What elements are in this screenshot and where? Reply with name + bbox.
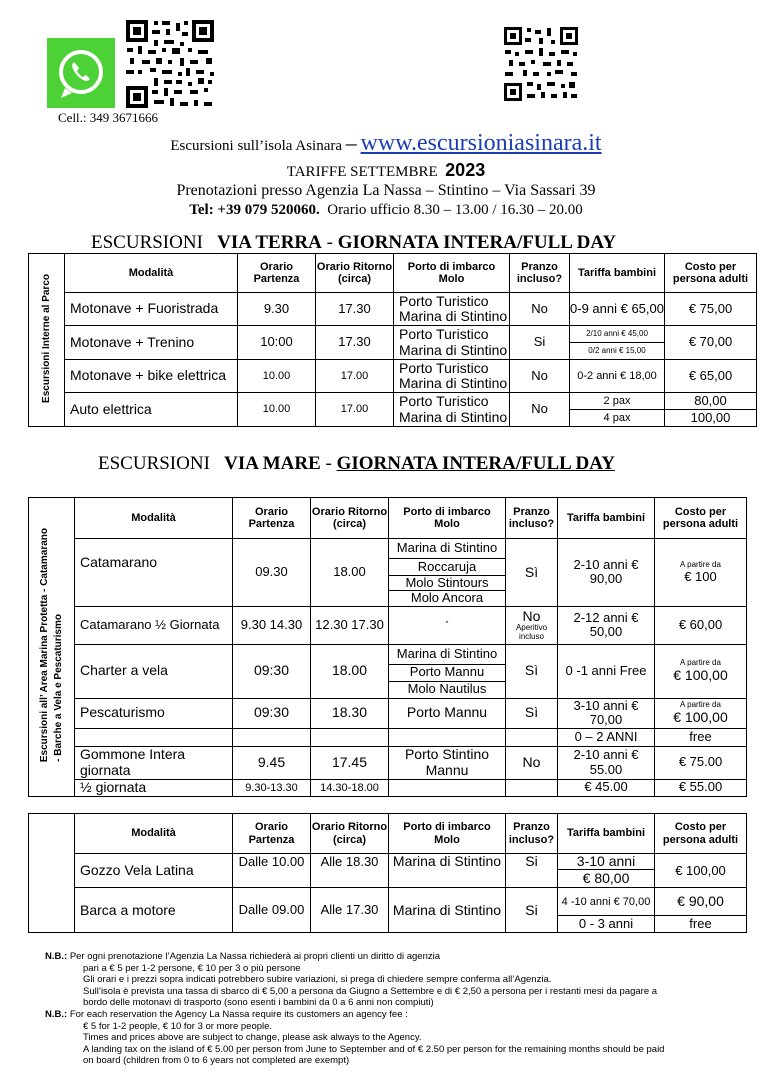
table-barche <box>28 813 747 933</box>
col-header: Porto di imbarco Molo <box>389 814 506 854</box>
note-row <box>45 1009 745 1021</box>
adult-cell: € 75.00 <box>655 746 747 779</box>
nb-label: N.B.: <box>45 1008 68 1020</box>
empty-cell <box>389 779 506 796</box>
lunch-cell: Si <box>506 854 558 870</box>
empty-cell <box>506 728 558 746</box>
adult-cell: € 65,00 <box>665 360 757 393</box>
dep-cell: 09.30 <box>233 539 311 607</box>
lunch-cell: No <box>510 393 570 427</box>
ret-cell: 17.45 <box>311 746 389 779</box>
kids-cell: 4 -10 anni € 70,00 <box>558 888 655 916</box>
table-row <box>29 393 757 410</box>
kids-cell: 3-10 anni <box>558 854 655 870</box>
col-header: Pranzo incluso? <box>506 498 558 539</box>
col-header: Orario Ritorno (circa) <box>311 814 389 854</box>
dep-cell: 9.30 14.30 <box>233 606 311 644</box>
ret-cell: Alle 17.30 <box>311 888 389 933</box>
ret-cell: 18.30 <box>311 698 389 728</box>
dep-cell: Dalle 10.00 <box>233 854 311 870</box>
col-header: Orario Ritorno (circa) <box>311 498 389 539</box>
empty-cell <box>311 728 389 746</box>
table-row <box>29 360 757 393</box>
adult-note: A partire da <box>680 700 721 709</box>
empty-cell <box>75 728 233 746</box>
note-text: Gli orari e i prezzi sopra indicati potrebbero subire variazioni, si prega di chiedere sempre conferma all’Agenzia. <box>83 974 552 986</box>
mode-cell: Barca a motore <box>75 888 233 933</box>
phone-chat-icon <box>47 38 115 108</box>
col-header: Orario Partenza <box>233 814 311 854</box>
kids-cell: 0 - 3 anni <box>558 916 655 933</box>
kids-cell: 0-9 anni € 65,00 <box>570 293 665 326</box>
port-cell: Porto Stintino Mannu <box>389 746 506 779</box>
lunch-cell: Sì <box>506 539 558 607</box>
port-cell: Molo Nautilus <box>389 681 506 698</box>
tariffe-line <box>0 160 772 181</box>
mode-cell: Motonave + Fuoristrada <box>65 293 238 326</box>
adult-note: A partire da <box>680 658 721 667</box>
table-via-terra <box>28 253 757 427</box>
mode-cell: Pescaturismo <box>75 698 233 728</box>
empty-cell <box>233 870 311 888</box>
lunch-cell: Si <box>506 888 558 933</box>
header-line <box>0 130 772 157</box>
kids-cell: 2 pax <box>570 393 665 410</box>
dep-cell: 10:00 <box>238 326 316 360</box>
tariffe-label: TARIFFE SETTEMBRE <box>286 164 438 180</box>
table-via-mare <box>28 497 747 797</box>
ret-cell: 18.00 <box>311 644 389 698</box>
note-text: € 5 for 1-2 people, € 10 for 3 or more people. <box>83 1020 273 1032</box>
table-row <box>29 746 747 779</box>
kids-cell: 3-10 anni € 70,00 <box>558 698 655 728</box>
section-title-b: GIORNATA INTERA/FULL DAY <box>336 453 615 474</box>
adult-cell: free <box>655 916 747 933</box>
ret-cell: 17.00 <box>316 360 394 393</box>
note-text: pari a € 5 per 1-2 persone, € 10 per 3 o più persone <box>83 962 301 974</box>
col-header: Costo per persona adulti <box>665 254 757 293</box>
col-header: Porto di imbarco Molo <box>389 498 506 539</box>
port-cell: Marina di Stintino <box>389 854 506 870</box>
office-hours: Orario ufficio 8.30 – 13.00 / 16.30 – 20.00 <box>327 202 583 218</box>
col-header: Pranzo incluso? <box>510 254 570 293</box>
adult-cell: free <box>655 728 747 746</box>
col-header: Porto di imbarco Molo <box>394 254 510 293</box>
cell-number: Cell.: 349 3671666 <box>58 110 159 125</box>
side-label <box>29 254 65 427</box>
adult-cell: 80,00 <box>665 393 757 410</box>
port-cell: Porto Turistico Marina di Stintino <box>394 360 510 393</box>
ret-cell: Alle 18.30 <box>311 854 389 870</box>
mode-cell: Gommone Intera giornata <box>75 746 233 779</box>
kids-cell: 4 pax <box>570 410 665 427</box>
table-row <box>29 728 747 746</box>
kids-cell: 2/10 anni € 45,00 <box>570 326 665 343</box>
tariffe-year: 2023 <box>445 160 486 180</box>
section-title-terra <box>91 232 616 254</box>
section-title-a: VIA TERRA <box>217 232 322 253</box>
kids-cell: 0 -1 anni Free <box>558 644 655 698</box>
note-row <box>45 951 745 963</box>
table-row <box>29 293 757 326</box>
side-label-text: Escursioni Interne al Parco <box>41 273 52 403</box>
table-row <box>29 888 747 916</box>
table-header-row <box>29 254 757 293</box>
note-text: Per ogni prenotazione l’Agenzia La Nassa richiederà ai propri clienti un diritto di agenzia <box>69 951 441 962</box>
kids-cell: 2-10 anni € 90,00 <box>558 539 655 607</box>
adult-price: € 100,00 <box>673 708 728 725</box>
adult-cell <box>655 644 747 698</box>
col-header: Modalità <box>75 814 233 854</box>
table-row <box>29 326 757 343</box>
lunch-note: Aperitivo incluso <box>515 622 548 641</box>
lunch-cell: No <box>510 360 570 393</box>
port-cell: Porto Turistico Marina di Stintino <box>394 293 510 326</box>
table-row <box>29 779 747 796</box>
mode-cell: Auto elettrica <box>65 393 238 427</box>
qr-code-icon <box>503 26 579 102</box>
empty-cell <box>506 779 558 796</box>
port-cell: Marina di Stintino <box>389 888 506 933</box>
adult-cell: € 70,00 <box>665 326 757 360</box>
mode-cell: ½ giornata <box>75 779 233 796</box>
dep-cell: 9.45 <box>233 746 311 779</box>
dep-cell: Dalle 09.00 <box>233 888 311 933</box>
kids-cell: 2-12 anni € 50,00 <box>558 606 655 644</box>
adult-cell <box>655 698 747 728</box>
dep-cell: 09:30 <box>233 698 311 728</box>
empty-cell <box>233 728 311 746</box>
table-row <box>29 698 747 728</box>
mode-cell: Gozzo Vela Latina <box>75 854 233 888</box>
section-prefix: ESCURSIONI <box>98 453 210 474</box>
adult-cell <box>655 539 747 607</box>
port-cell: Porto Turistico Marina di Stintino <box>394 326 510 360</box>
mode-cell: Motonave + Trenino <box>65 326 238 360</box>
note-text: on board (children from 0 to 6 years not completed are exempt) <box>83 1055 350 1067</box>
lunch-cell: No <box>506 746 558 779</box>
ret-cell: 12.30 17.30 <box>311 606 389 644</box>
table-row <box>29 854 747 870</box>
kids-cell: 0 – 2 ANNI <box>558 728 655 746</box>
ret-cell: 17.30 <box>316 326 394 360</box>
table-row <box>29 644 747 664</box>
mode-cell: Motonave + bike elettrica <box>65 360 238 393</box>
empty-cell <box>389 870 506 888</box>
mode-cell: Catamarano <box>75 539 233 607</box>
note-text: Sull’isola è prevista una tassa di sbarco di € 5,00 a persona da Giugno a Settembre e di € 2,50 a persona per i restanti mesi da pagare a <box>83 985 658 997</box>
adult-price: € 100 <box>684 568 717 584</box>
ret-cell: 17.30 <box>316 293 394 326</box>
adult-price: € 100,00 <box>673 666 728 683</box>
adult-cell: € 60,00 <box>655 606 747 644</box>
empty-cell <box>389 728 506 746</box>
table-row <box>29 606 747 644</box>
side-label <box>29 498 75 797</box>
adult-cell: € 75,00 <box>665 293 757 326</box>
side-label-text: - Barche a Vela e Pescaturismo <box>53 614 65 763</box>
kids-cell: 0/2 anni € 15,00 <box>570 343 665 360</box>
mode-cell: Charter a vela <box>75 644 233 698</box>
adult-cell: € 100,00 <box>655 854 747 888</box>
table-header-row <box>29 498 747 539</box>
port-cell: Molo Stintours <box>389 576 506 591</box>
note-text: For each reservation the Agency La Nassa require its customers an agency fee : <box>69 1008 408 1020</box>
intro-dash: – <box>345 130 357 155</box>
section-title-a: VIA MARE <box>224 453 321 474</box>
lunch-cell: No <box>510 293 570 326</box>
col-header: Modalità <box>65 254 238 293</box>
section-title-b: GIORNATA INTERA/FULL DAY <box>337 232 617 253</box>
col-header: Tariffa bambini <box>570 254 665 293</box>
website-link[interactable]: www.escursioniasinara.it <box>360 130 602 156</box>
col-header: Costo per persona adulti <box>655 814 747 854</box>
ret-cell: 17.00 <box>316 393 394 427</box>
kids-cell: € 80,00 <box>558 870 655 888</box>
ret-cell: 14.30-18.00 <box>311 779 389 796</box>
notes-block <box>45 951 745 1067</box>
mode-cell: Catamarano ½ Giornata <box>75 606 233 644</box>
note-text: A landing tax on the island of € 5.00 per person from June to September and of € 2.50 per person for the remaining months should be paid <box>83 1043 665 1055</box>
contact-line <box>0 202 772 219</box>
port-cell: Porto Turistico Marina di Stintino <box>394 393 510 427</box>
section-dash: - <box>325 453 332 474</box>
intro-text: Escursioni sull’isola Asinara <box>170 138 343 154</box>
empty-cell <box>506 870 558 888</box>
tel-number: Tel: +39 079 520060. <box>189 202 320 218</box>
adult-cell: € 90,00 <box>655 888 747 916</box>
lunch-cell: Sì <box>506 644 558 698</box>
table-header-row <box>29 814 747 854</box>
kids-cell: 0-2 anni € 18,00 <box>570 360 665 393</box>
lunch-cell <box>506 606 558 644</box>
adult-cell: 100,00 <box>665 410 757 427</box>
side-blank <box>29 814 75 933</box>
whatsapp-badge <box>47 38 115 108</box>
dep-cell: 10.00 <box>238 360 316 393</box>
col-header: Orario Partenza <box>233 498 311 539</box>
col-header: Tariffa bambini <box>558 498 655 539</box>
empty-cell <box>311 870 389 888</box>
side-label-text: Escursioni all’ Area Marina Protetta - Catamarano <box>38 528 50 763</box>
lunch-cell: Si <box>510 326 570 360</box>
dep-cell: 09:30 <box>233 644 311 698</box>
kids-cell: € 45.00 <box>558 779 655 796</box>
col-header: Tariffa bambini <box>558 814 655 854</box>
adult-note: A partire da <box>680 559 721 569</box>
adult-cell: € 55.00 <box>655 779 747 796</box>
col-header: Orario Partenza <box>238 254 316 293</box>
port-cell: Porto Mannu <box>389 698 506 728</box>
lunch-cell: Sì <box>506 698 558 728</box>
section-dash: - <box>326 232 333 253</box>
table-row <box>29 539 747 559</box>
section-title-mare <box>98 453 615 475</box>
ret-cell: 18.00 <box>311 539 389 607</box>
section-prefix: ESCURSIONI <box>91 232 203 253</box>
note-text: Times and prices above are subject to change, please ask always to the Agency. <box>83 1032 422 1044</box>
qr-code-icon <box>124 18 216 110</box>
port-cell: Molo Ancora <box>389 591 506 606</box>
nb-label: N.B.: <box>45 951 68 962</box>
lunch-value: No <box>522 607 541 624</box>
port-cell: Marina di Stintino <box>389 539 506 559</box>
col-header: Costo per persona adulti <box>655 498 747 539</box>
port-cell: " <box>389 606 506 644</box>
prenotazioni-line: Prenotazioni presso Agenzia La Nassa – Stintino – Via Sassari 39 <box>176 182 596 199</box>
dep-cell: 9.30-13.30 <box>233 779 311 796</box>
col-header: Orario Ritorno (circa) <box>316 254 394 293</box>
note-text: bordo delle motonavi di trasporto (sono esenti i bambini da 0 a 6 anni non compiuti) <box>83 997 434 1009</box>
port-cell: Roccaruja <box>389 559 506 576</box>
port-cell: Marina di Stintino <box>389 644 506 664</box>
dep-cell: 10.00 <box>238 393 316 427</box>
col-header: Modalità <box>75 498 233 539</box>
kids-cell: 2-10 anni € 55.00 <box>558 746 655 779</box>
col-header: Pranzo incluso? <box>506 814 558 854</box>
port-cell: Porto Mannu <box>389 664 506 681</box>
dep-cell: 9.30 <box>238 293 316 326</box>
